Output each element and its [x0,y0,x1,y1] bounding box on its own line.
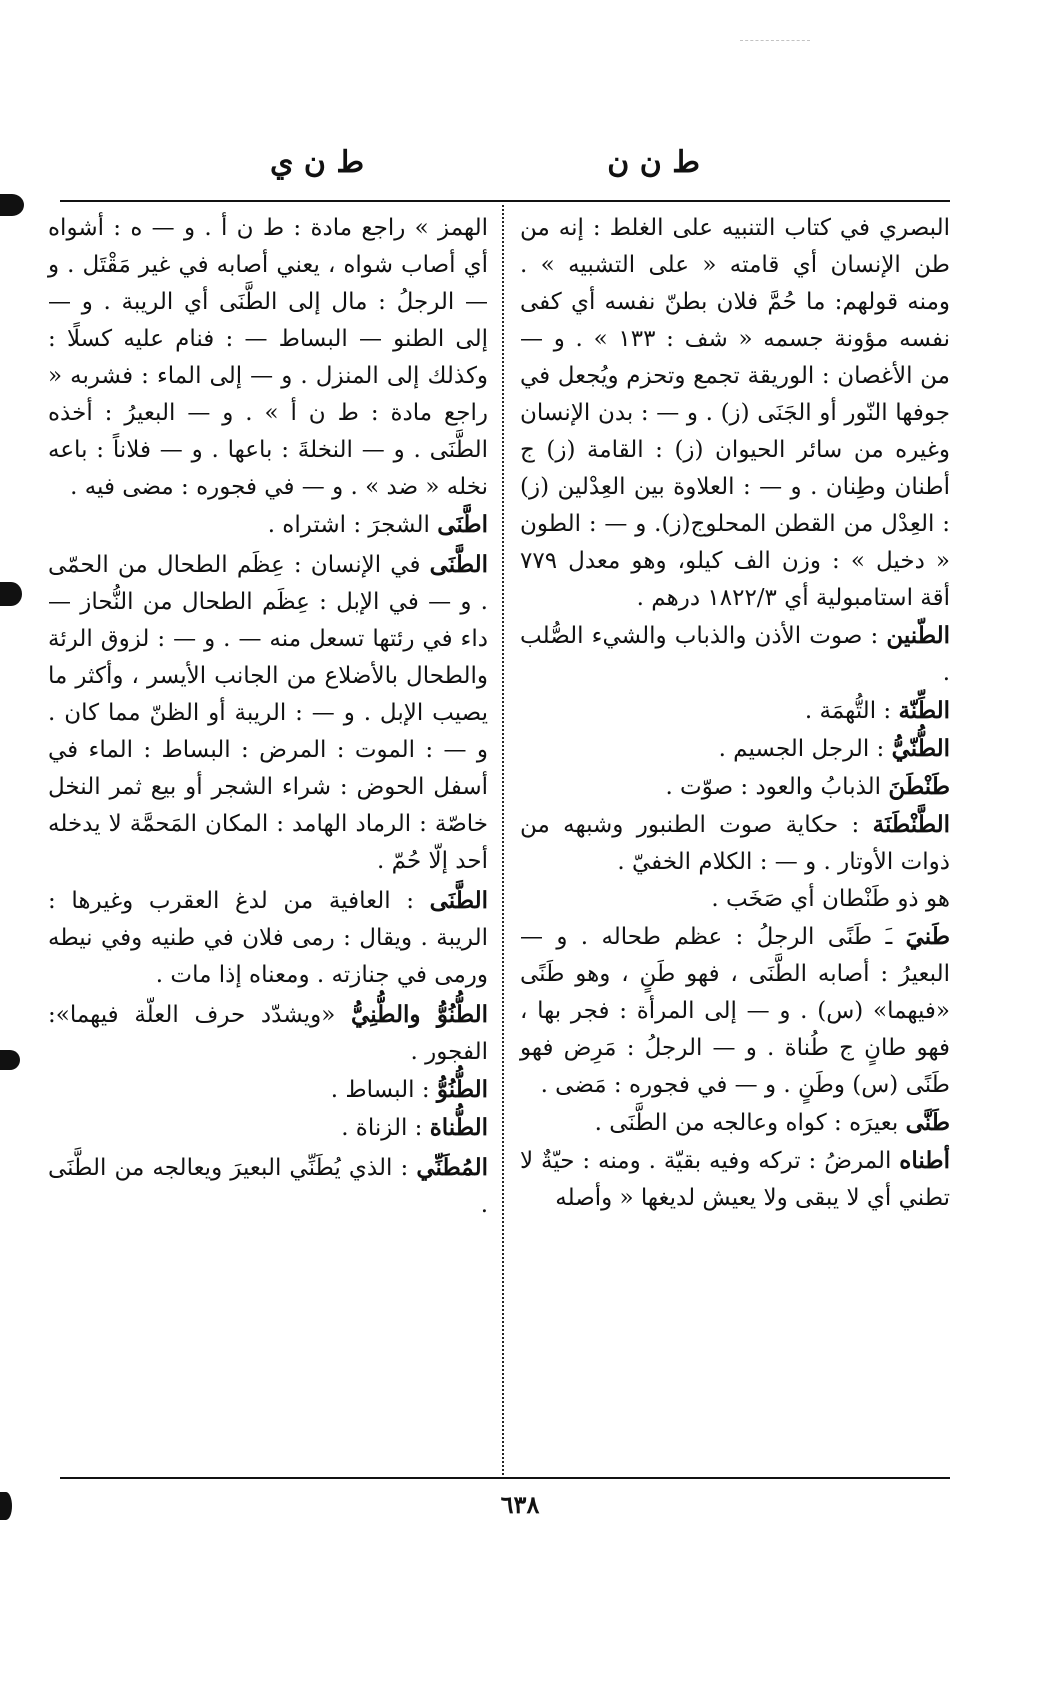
left-page-header: ط ن ي [270,145,365,180]
entry-text: الشجرَ : اشتراه . [267,512,430,538]
entry [48,882,488,994]
bottom-rule [60,1477,950,1479]
column-divider [502,205,504,1475]
scan-smudge [740,40,810,43]
entry [48,506,488,544]
entry-text: هو ذو طَنْطان أي صَخَب . [711,886,950,912]
entry-headword: الطَّنْطَنَة [872,811,950,838]
entry-text: البصري في كتاب التنبيه على الغلط : إنه من طن الإنسان أي قامته « على التشبيه » . ومنه قولهم: ما حُمَّ فلان بطنّ نفسه أي كفى نفسه مؤونة جسمه « شف : ١٣٣ » . و — من الأغصان : الوريقة تجمع وتحزم ويُجعل في جوفها النّور أو الجَنَى (ز) . و — : بدن الإنسان وغيره من سائر الحيوان (ز) : القامة (ز) ج أطنان وطِنان . و — : العلاوة بين العِدْلين (ز) : العِدْل من القطن المحلوج(ز). و — : الطون « دخيل » : وزن الف كيلو، وهو معدل ٧٧٩ أقة استامبولية أي ١٨٢٢/٣ درهم . [520,215,950,611]
entry-text: : العافية من لدغ العقرب وغيرها : الريبة . ويقال : رمى فلان في طنيه وفي نيطه ورمى في جنازته . ومعناه إذا مات . [48,888,488,988]
entry-text: : البساط . [330,1077,430,1103]
entry-text: : التُّهمَة . [804,698,892,724]
entry [48,1149,488,1224]
entry-text: الهمز » راجع مادة : ط ن أ . و — ه : أشواه أي أصاب شواه ، يعني أصابه في غير مَقْتَل . و — الرجلُ : مال إلى الطَّنَى أي الريبة . و — إلى الطنو — البساط — : فنام عليه كسلًا : وكذلك إلى المنزل . و — إلى الماء : فشربه « راجع مادة : ط ن أ » . و — البعيرُ : أخذه الطَّنَى . و — النخلةَ : باعها . و — فلاناً : باعه نخله « ضد » . و — في فجوره : مضى فيه . [48,215,488,500]
top-rule [60,200,950,202]
entry-headword: الطَّنَى [429,551,489,578]
binding-mark [0,194,24,216]
entry-headword: المُطَنِّي [416,1154,488,1181]
entry-text: ـَ طَنًى الرجلُ : عظم طحاله . و — البعيرُ : أصابه الطَّنَى ، فهو طَنٍ ، وهو طَنًى «فيهما» (س) . و — إلى المرأة : فجر بها ، فهو طانٍ ج طُناة . و — الرجلُ : مَرِض فهو طَنًى (س) وطَنٍ . و — في فجوره : مَضى . [520,924,950,1098]
entry-text: : الرجل الجسيم . [718,736,885,762]
entry [48,210,488,506]
entry-text: في الإنسان : عِظَم الطحال من الحمّى . و — في الإبل : عِظَم الطحال من النُّحاز — داء في رئتها تسعل منه — . و — : لزوق الرئة والطحال بالأضلاع من الجانب الأيسر ، وأكثر ما يصيب الإبل . و — : الريبة أو الظنّ مما كان . و — : الموت : المرض : البساط : الماء في أسفل الحوض : شراء الشجر أو بيع ثمر النخل خاصّة : الرماد الهامد : المكان المَحمَّة لا يدخله أحد إلّا حُمّ . [48,552,488,874]
entry-headword: الطِّنّة [898,697,950,724]
entry [520,918,950,1104]
right-column [520,210,950,1217]
entry-headword: طَنَّى [905,1109,950,1136]
entry-text: : الزناة . [341,1115,423,1141]
entry-headword: اطَّنَى [437,511,488,538]
entry-headword: الطُّنُوُّ [436,1076,488,1103]
entry-headword: طَنيَ [905,923,951,950]
entry [520,210,950,617]
entry [520,881,950,918]
entry [520,617,950,692]
entry-text: بعيرَه : كواه وعالجه من الطَّنَى . [594,1110,899,1136]
entry [48,546,488,880]
entry-headword: أطناه [899,1147,950,1174]
entry-text: المرضُ : تركه وفيه بقيّة . ومنه : حيّةٌ لا تطني أي لا يبقى ولا يعيش لديغها « وأصله [520,1148,950,1211]
entry [520,1104,950,1142]
entry-text: الذبابُ والعود : صوّت . [665,774,882,800]
entry-headword: الطَّنَى [429,887,489,914]
entry [520,1142,950,1217]
binding-mark [0,582,22,606]
entry-headword: الطُّنّيُّ [891,735,950,762]
entry-headword: الطُّنُوُّ والطُّنِيُّ [351,1001,489,1028]
left-column [48,210,488,1224]
binding-mark [0,1492,12,1520]
entry-text: : صوت الأذن والذباب والشيء الصُّلب . [520,623,950,686]
entry [48,1071,488,1109]
entry [48,996,488,1071]
entry-text: : الذي يُطَنِّي البعيرَ ويعالجه من الطَّنَى . [48,1155,488,1218]
entry-headword: الطّنين [886,622,951,649]
entry [48,1109,488,1147]
entry-text: «ويشدّد حرف العلّة فيهما»: الفجور . [48,1002,488,1065]
entry [520,768,950,806]
binding-mark [0,1050,20,1070]
page-number: ٦٣٨ [500,1490,540,1519]
entry [520,730,950,768]
entry-headword: طَنْطَنَ [888,773,950,800]
entry-text: : حكاية صوت الطنبور وشبهه من ذوات الأوتار . و — : الكلام الخفيّ . [520,812,950,875]
entry-headword: الطُّناة [429,1114,488,1141]
right-page-header: ط ن ن [607,145,700,180]
entry [520,806,950,881]
entry [520,692,950,730]
